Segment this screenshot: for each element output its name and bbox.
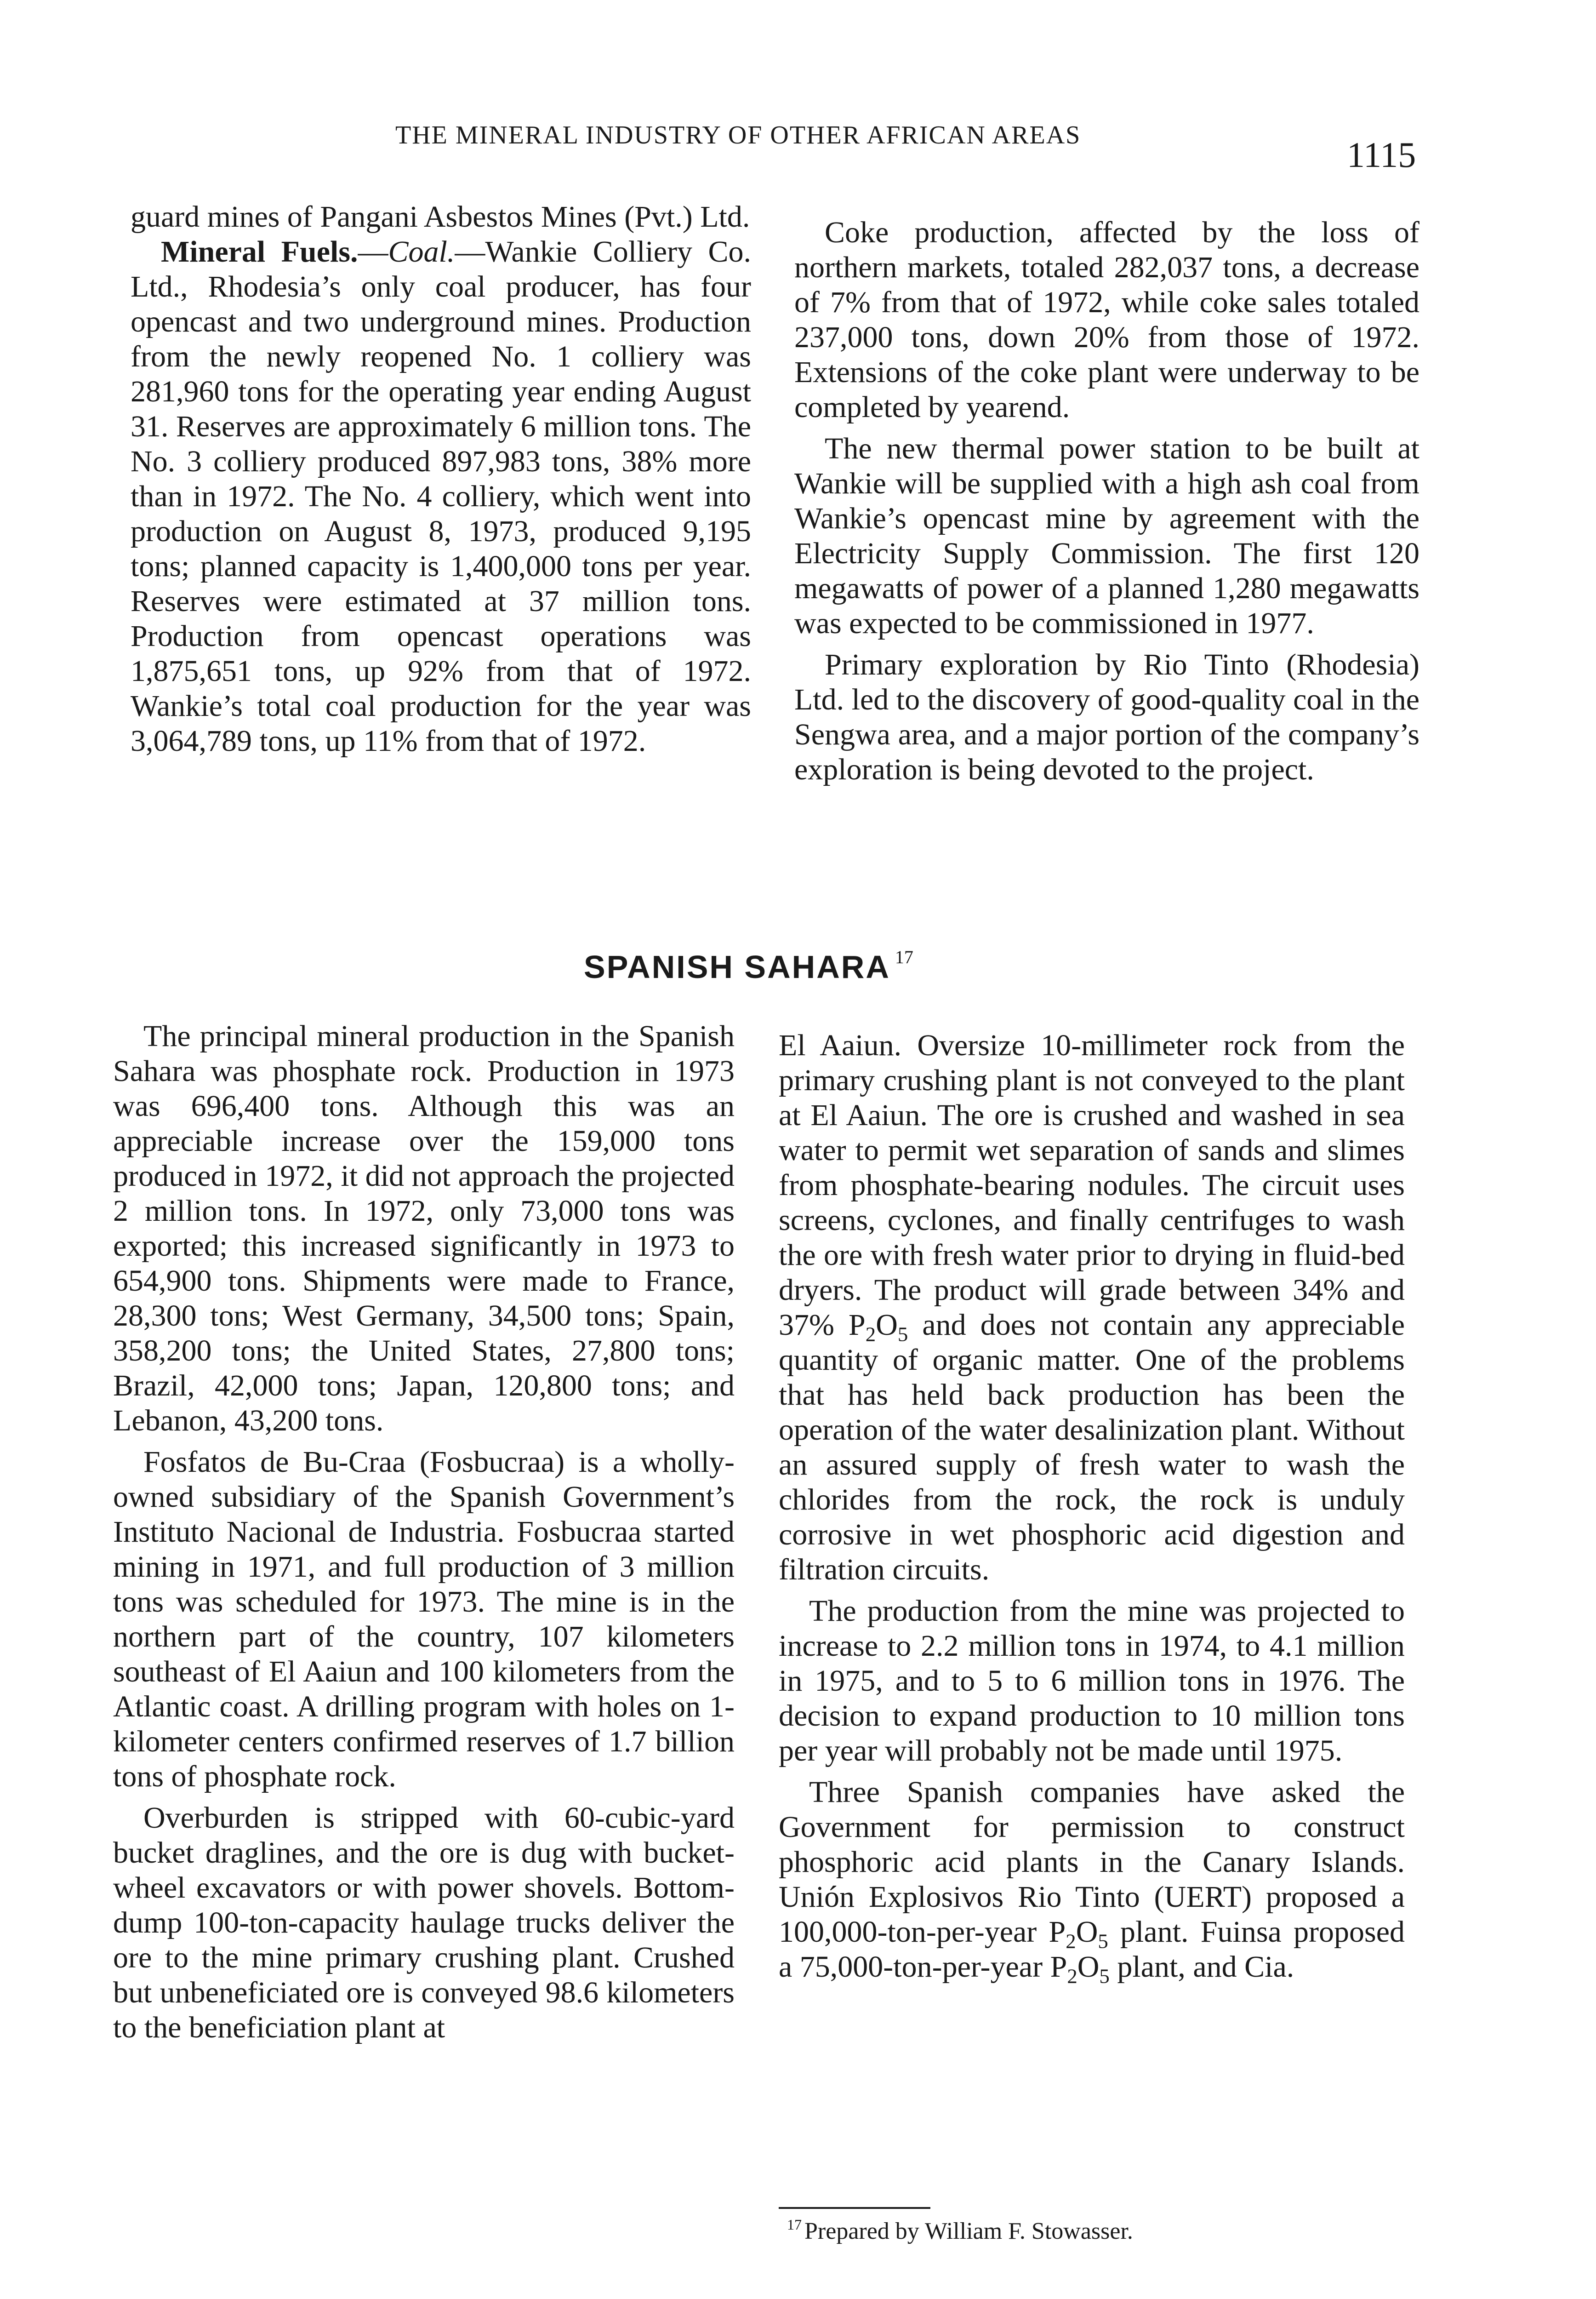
heading-mineral-fuels: Mineral Fuels. (161, 235, 358, 269)
paragraph: The new thermal power station to be built at Wankie will be supplied with a high ash coal from Wankie’s opencast mine by agreement with the Electricity Supply Commission. The first 120 megawatts of power of a planned 1,280 megawatts was expected to be commissioned in 1977. (794, 432, 1419, 640)
paragraph-text: and does not contain any appreciable quantity of organic matter. One of the problems that has held back production has been the operation of the water desalinization plant. Without an assured supply of fresh water to wash the chlorides from the rock, the rock is unduly corrosive in wet phosphoric acid digestion and filtration circuits. (779, 1308, 1405, 1586)
column-top-left (131, 200, 751, 759)
page-number: 1115 (1347, 135, 1416, 175)
footnote-reference: 17 (895, 947, 913, 967)
section-title (584, 946, 913, 985)
subheading-coal: Coal. (388, 235, 455, 269)
paragraph-text: Three Spanish companies have asked the Government for permission to construct phosphoric acid plants in the Canary Islands. Unión Explosivos Rio Tinto (UERT) proposed a 100,000-ton-per-year (779, 1775, 1405, 1949)
chemical-formula: $P_2O_5$ (1049, 1915, 1108, 1953)
paragraph: Overburden is stripped with 60-cubic-yard bucket draglines, and the ore is dug with bucket-wheel excavators or with power shovels. Bottom-dump 100-ton-capacity haulage trucks deliver the ore to the mine primary crushing plant. Crushed but unbeneficiated ore is conveyed 98.6 kilometers to the beneficiation plant at (113, 1801, 735, 2044)
footnote (787, 2211, 1133, 2245)
dash: — (358, 235, 388, 269)
paragraph-text: El Aaiun. Oversize 10-millimeter rock from the primary crushing plant is not conveyed to the plant at El Aaiun. The ore is crushed and washed in sea water to permit wet separation of sands and slimes from phosphate-bearing nodules. The circuit uses screens, cyclones, and finally centrifuges to wash the ore with fresh water prior to drying in fluid-bed dryers. The product will grade between 34% and 37% (779, 1029, 1405, 1342)
paragraph: Primary exploration by Rio Tinto (Rhodesia) Ltd. led to the discovery of good-quality coal in the Sengwa area, and a major portion of the company’s exploration is being devoted to the project. (794, 648, 1419, 786)
footnote-number: 17 (787, 2216, 802, 2233)
paragraph: guard mines of Pangani Asbestos Mines (Pvt.) Ltd. (131, 200, 750, 234)
column-top-right (794, 215, 1419, 787)
paragraph-text: Wankie Colliery Co. Ltd., Rhodesia’s only coal producer, has four opencast and two underground mines. Production from the newly reopened No. 1 colliery was 281,960 tons for the operating year ending August 31. Reserves are approximately 6 million tons. The No. 3 colliery produced 897,983 tons, 38% more than in 1972. The No. 4 colliery, which went into production on August 8, 1973, produced 9,195 tons; planned capacity is 1,400,000 tons per year. Reserves were estimated at 37 million tons. Production from opencast operations was 1,875,651 tons, up 92% from that of 1972. Wankie’s total coal production for the year was 3,064,789 tons, up 11% from that of 1972. (131, 235, 751, 758)
dash: — (455, 235, 485, 269)
paragraph (779, 1028, 1405, 1587)
footnote-divider (779, 2207, 930, 2209)
section-title-text: SPANISH SAHARA (584, 949, 890, 985)
chemical-formula: $P_2O_5$ (849, 1308, 908, 1346)
running-header: THE MINERAL INDUSTRY OF OTHER AFRICAN AREAS (395, 121, 1081, 149)
paragraph-mineral-fuels (131, 234, 751, 759)
paragraph: The principal mineral production in the Spanish Sahara was phosphate rock. Production in 1973 was 696,400 tons. Although this was an appreciable increase over the 159,000 tons produced in 1972, it did not approach the projected 2 million tons. In 1972, only 73,000 tons was exported; this increased significantly in 1973 to 654,900 tons. Shipments were made to France, 28,300 tons; West Germany, 34,500 tons; Spain, 358,200 tons; the United States, 27,800 tons; Brazil, 42,000 tons; Japan, 120,800 tons; and Lebanon, 43,200 tons. (113, 1019, 735, 1437)
footnote-text: Prepared by William F. Stowasser. (804, 2218, 1133, 2244)
paragraph: Fosfatos de Bu-Craa (Fosbucraa) is a wholly-owned subsidiary of the Spanish Government’s Instituto Nacional de Industria. Fosbucraa started mining in 1971, and full production of 3 million tons was scheduled for 1973. The mine is in the northern part of the country, 107 kilometers southeast of El Aaiun and 100 kilometers from the Atlantic coast. A drilling program with holes on 1-kilometer centers confirmed reserves of 1.7 billion tons of phosphate rock. (113, 1445, 735, 1793)
paragraph-text: plant, and Cia. (1109, 1950, 1294, 1984)
chemical-formula: $P_2O_5$ (1050, 1950, 1110, 1988)
paragraph: Coke production, affected by the loss of northern markets, totaled 282,037 tons, a decrease of 7% from that of 1972, while coke sales totaled 237,000 tons, down 20% from those of 1972. Extensions of the coke plant were underway to be completed by yearend. (794, 216, 1419, 424)
paragraph-text: plant. Fuinsa proposed a 75,000-ton-per-year (779, 1915, 1405, 1984)
paragraph: The production from the mine was projected to increase to 2.2 million tons in 1974, to 4.1 million in 1975, and to 5 to 6 million tons in 1976. The decision to expand production to 10 million tons per year will probably not be made until 1975. (779, 1594, 1405, 1767)
paragraph (779, 1775, 1405, 1988)
column-bottom-left (113, 1019, 735, 2045)
column-bottom-right (779, 1028, 1405, 1988)
